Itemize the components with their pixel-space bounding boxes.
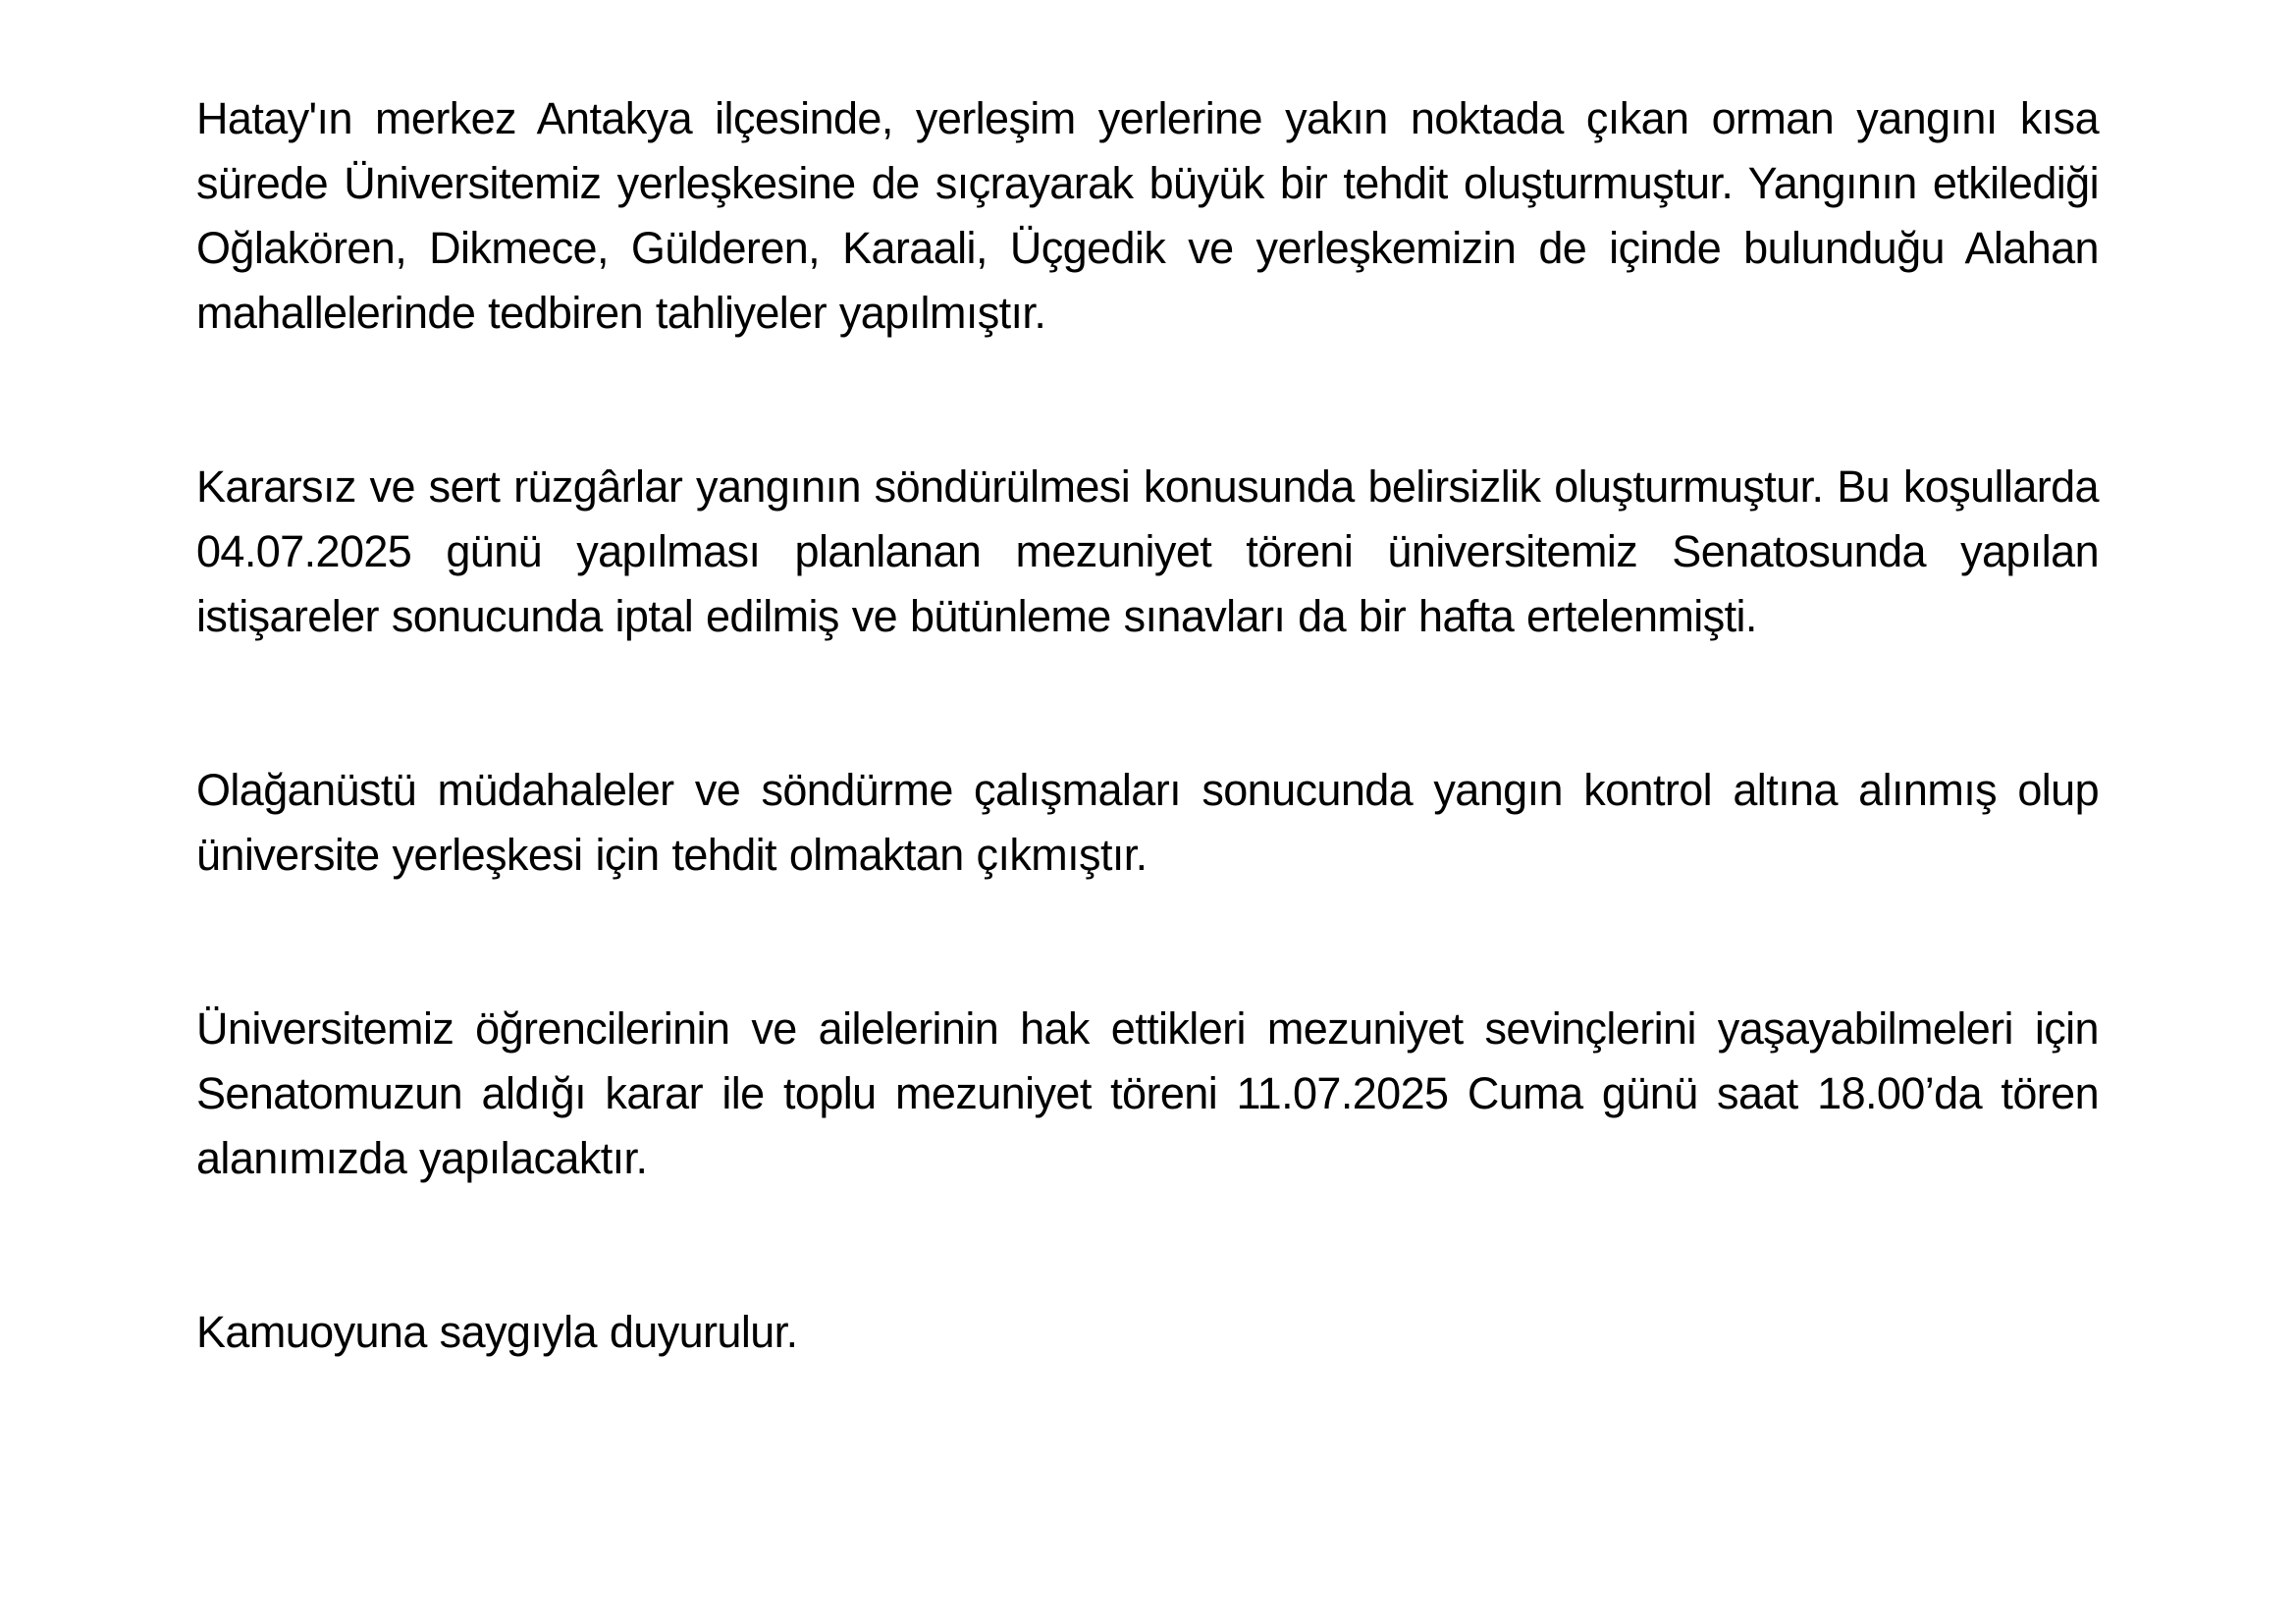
announcement-paragraph-fire-outbreak: Hatay'ın merkez Antakya ilçesinde, yerleşim yerlerine yakın noktada çıkan orman yangını kısa sürede Üniversitemiz yerleşkesine de sıçrayarak büyük bir tehdit oluşturmuştur. Yangının etkilediği Oğlakören, Dikmece, Gülderen, Karaali, Üçgedik ve yerleşkemizin de içinde bulunduğu Alahan mahallelerinde tedbiren tahliyeler yapılmıştır. — [196, 93, 2099, 338]
announcement-paragraph-ceremony-cancelled: Kararsız ve sert rüzgârlar yangının söndürülmesi konusunda belirsizlik oluşturmuştur. Bu koşullarda 04.07.2025 günü yapılması planlanan mezuniyet töreni üniversitemiz Senatosunda yapılan istişareler sonucunda iptal edilmiş ve bütünleme sınavları da bir hafta ertelenmişti. — [196, 461, 2099, 641]
announcement-paragraph-closing: Kamuoyuna saygıyla duyurulur. — [196, 1307, 798, 1357]
announcement-paragraph-new-ceremony-date: Üniversitemiz öğrencilerinin ve ailelerinin hak ettikleri mezuniyet sevinçlerini yaşayabilmeleri için Senatomuzun aldığı karar ile toplu mezuniyet töreni 11.07.2025 Cuma günü saat 18.00’da tören alanımızda yapılacaktır. — [196, 1003, 2099, 1183]
announcement-paragraph-fire-contained: Olağanüstü müdahaleler ve söndürme çalışmaları sonucunda yangın kontrol altına alınmış olup üniversite yerleşkesi için tehdit olmaktan çıkmıştır. — [196, 765, 2099, 880]
